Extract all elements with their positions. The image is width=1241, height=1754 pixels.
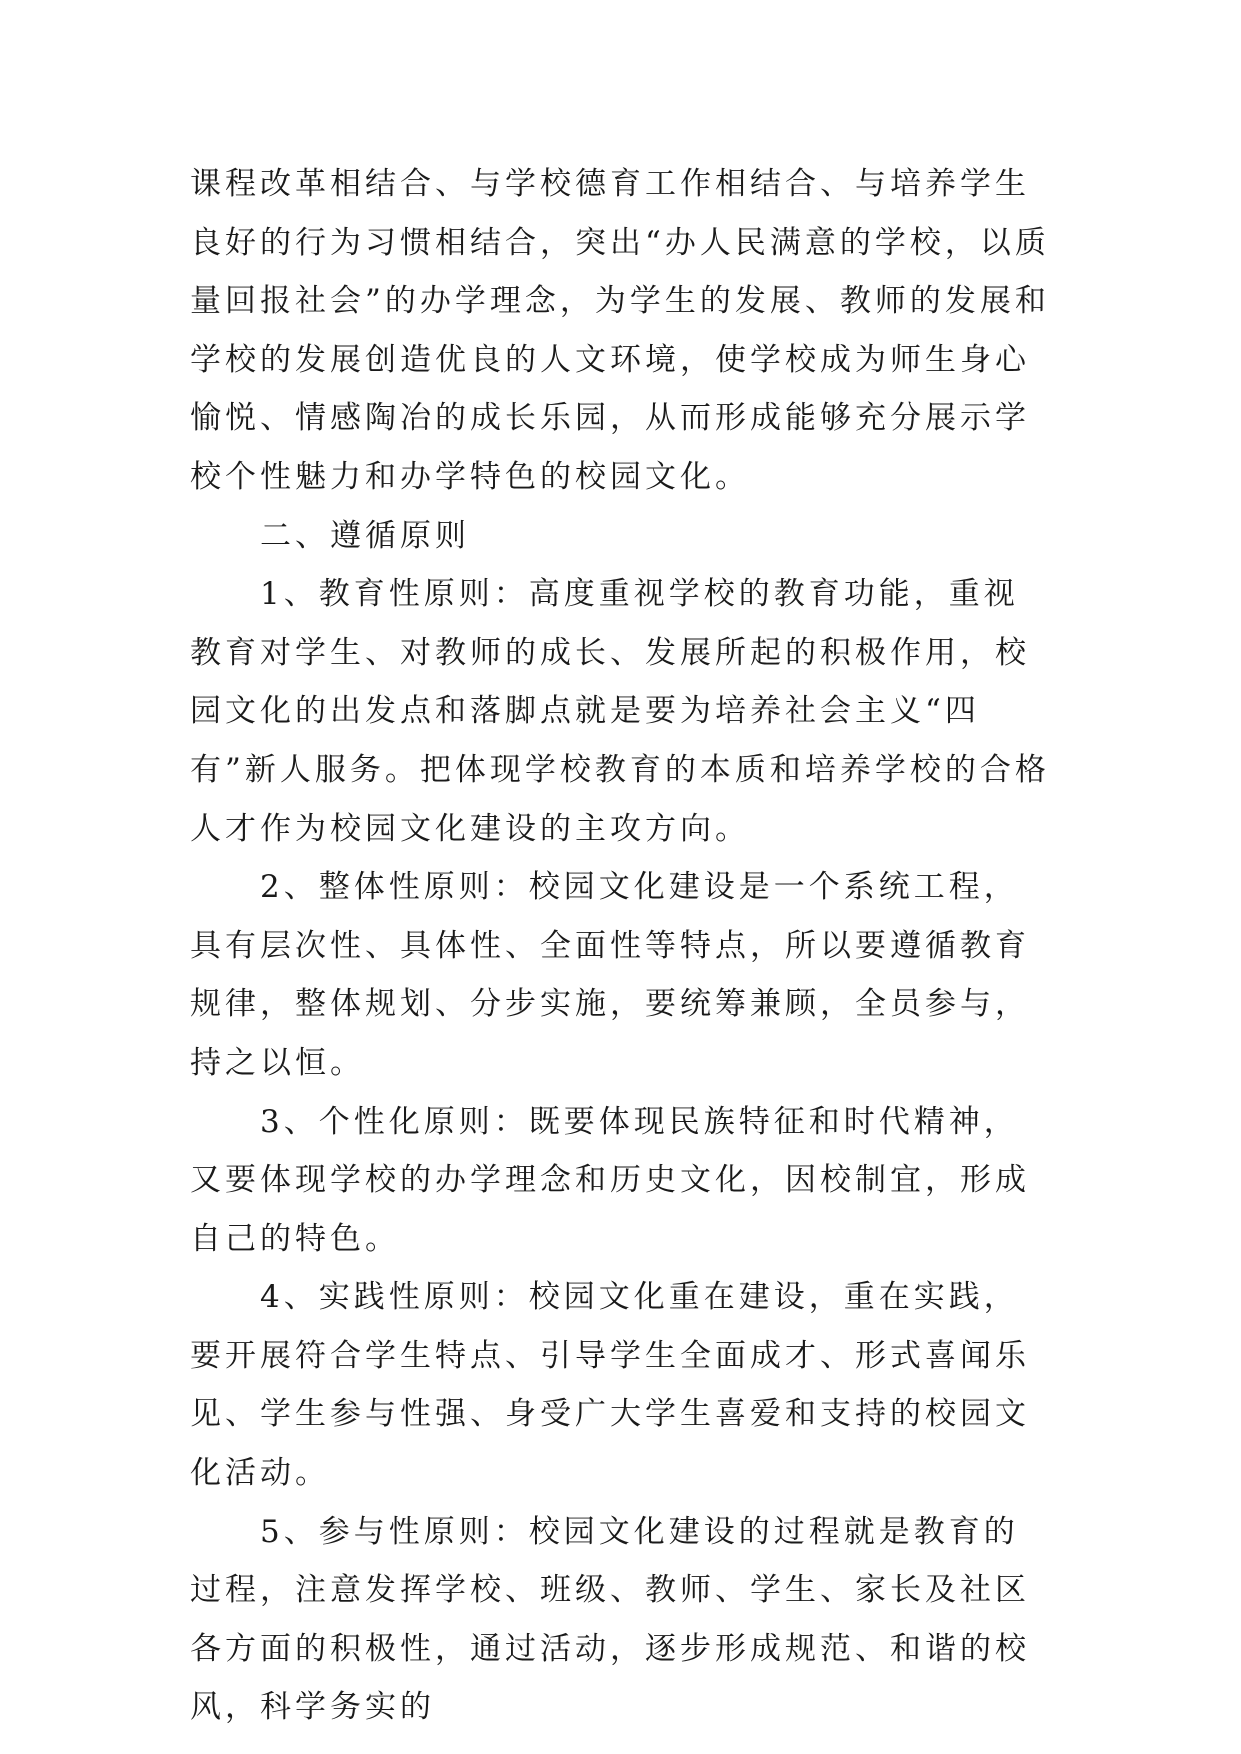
principle-paragraph: 3、个性化原则：既要体现民族特征和时代精神，又要体现学校的办学理念和历史文化，因校制宜，形成自己的特色。 <box>190 1103 1030 1257</box>
principle-paragraph: 5、参与性原则：校园文化建设的过程就是教育的过程，注意发挥学校、班级、教师、学生、家长及社区各方面的积极性，通过活动，逐步形成规范、和谐的校风，科学务实的 <box>190 1513 1030 1726</box>
section-heading: 二、遵循原则 <box>260 517 470 554</box>
principle-paragraph: 2、整体性原则：校园文化建设是一个系统工程，具有层次性、具体性、全面性等特点，所以要遵循教育规律，整体规划、分步实施，要统筹兼顾，全员参与，持之以恒。 <box>190 869 1030 1081</box>
paragraph-continuation: 课程改革相结合、与学校德育工作相结合、与培养学生良好的行为习惯相结合，突出“办人民满意的学校，以质量回报社会”的办学理念，为学生的发展、教师的发展和学校的发展创造优良的人文环境，使学校成为师生身心愉悦、情感陶冶的成长乐园，从而形成能够充分展示学校个性魅力和办学特色的校园文化。 <box>190 166 1050 495</box>
document-body <box>190 155 1050 1737</box>
principle-paragraph: 1、教育性原则：高度重视学校的教育功能，重视教育对学生、对教师的成长、发展所起的积极作用，校园文化的出发点和落脚点就是要为培养社会主义“四有”新人服务。把体现学校教育的本质和培养学校的合格人才作为校园文化建设的主攻方向。 <box>190 576 1050 847</box>
principle-paragraph: 4、实践性原则：校园文化重在建设，重在实践，要开展符合学生特点、引导学生全面成才、形式喜闻乐见、学生参与性强、身受广大学生喜爱和支持的校园文化活动。 <box>190 1279 1030 1492</box>
